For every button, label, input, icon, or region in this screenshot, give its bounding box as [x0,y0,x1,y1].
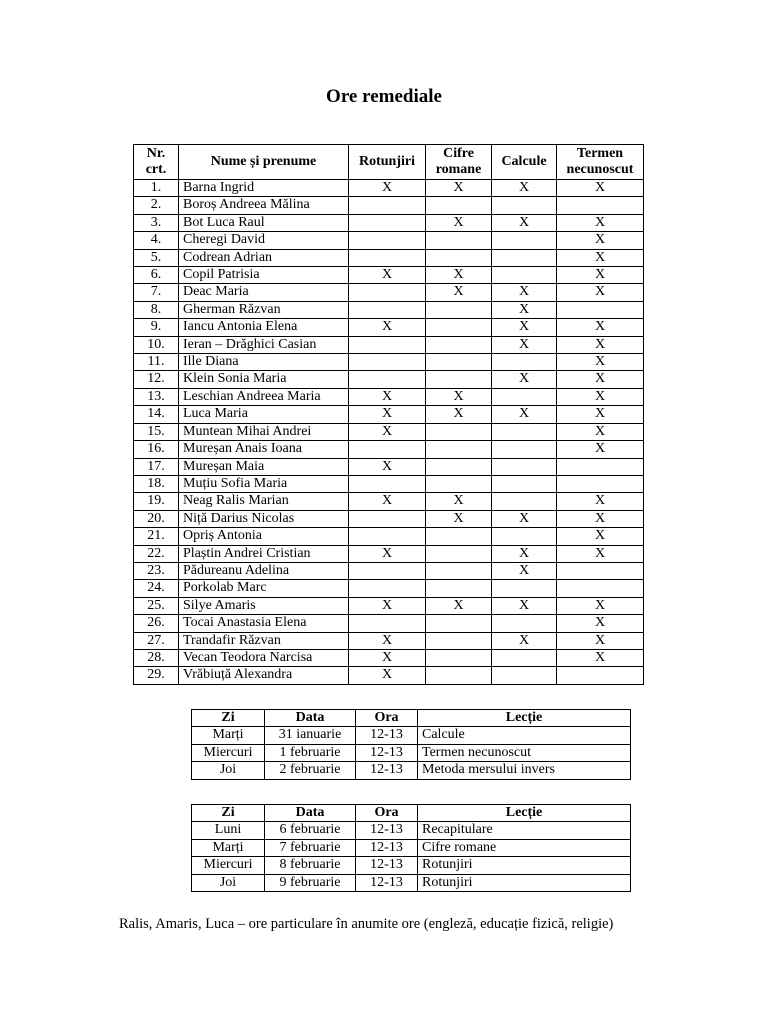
mark-cifre-romane [426,580,492,597]
lesson: Metoda mersului invers [418,762,631,779]
mark-termen-necunoscut: X [557,354,644,371]
student-name: Muntean Mihai Andrei [179,423,349,440]
mark-cifre-romane: X [426,180,492,197]
mark-rotunjiri: X [349,545,426,562]
header-ora: Ora [356,805,418,822]
mark-cifre-romane: X [426,214,492,231]
table-row [134,232,644,249]
day: Miercuri [192,744,265,761]
table-row [134,615,644,632]
student-name: Cheregi David [179,232,349,249]
mark-termen-necunoscut [557,458,644,475]
mark-cifre-romane [426,249,492,266]
mark-cifre-romane [426,528,492,545]
mark-cifre-romane [426,649,492,666]
mark-cifre-romane [426,197,492,214]
hour: 12-13 [356,874,418,891]
mark-cifre-romane [426,458,492,475]
lesson: Calcule [418,727,631,744]
student-name: Bot Luca Raul [179,214,349,231]
lesson: Recapitulare [418,822,631,839]
lesson: Rotunjiri [418,857,631,874]
table-row [134,214,644,231]
mark-termen-necunoscut: X [557,441,644,458]
mark-termen-necunoscut [557,562,644,579]
mark-rotunjiri [349,615,426,632]
row-number: 20. [134,510,179,527]
mark-termen-necunoscut: X [557,493,644,510]
footnote: Ralis, Amaris, Luca – ore particulare în anumite ore (engleză, educație fizică, religie) [119,916,614,932]
mark-calcule [492,580,557,597]
mark-cifre-romane [426,562,492,579]
mark-termen-necunoscut: X [557,214,644,231]
student-name: Barna Ingrid [179,180,349,197]
mark-cifre-romane [426,632,492,649]
mark-cifre-romane: X [426,510,492,527]
student-name: Tocai Anastasia Elena [179,615,349,632]
table-row [134,649,644,666]
mark-termen-necunoscut [557,475,644,492]
mark-rotunjiri: X [349,319,426,336]
table-row [134,388,644,405]
table-row [134,406,644,423]
student-name: Ieran – Drăghici Casian [179,336,349,353]
schedule-week1-body [192,727,631,779]
mark-calcule [492,441,557,458]
mark-calcule: X [492,545,557,562]
mark-cifre-romane: X [426,493,492,510]
table-row [134,475,644,492]
mark-cifre-romane [426,441,492,458]
students-table [133,144,644,685]
header-zi: Zi [192,710,265,727]
mark-calcule: X [492,371,557,388]
schedule-header [192,805,631,822]
mark-calcule [492,267,557,284]
student-name: Ille Diana [179,354,349,371]
hour: 12-13 [356,822,418,839]
student-name: Codrean Adrian [179,249,349,266]
mark-termen-necunoscut: X [557,649,644,666]
student-name: Niță Darius Nicolas [179,510,349,527]
student-name: Neag Ralis Marian [179,493,349,510]
table-row [134,180,644,197]
mark-rotunjiri [349,562,426,579]
table-row [134,632,644,649]
mark-calcule: X [492,180,557,197]
mark-termen-necunoscut: X [557,615,644,632]
mark-termen-necunoscut [557,580,644,597]
row-number: 12. [134,371,179,388]
mark-termen-necunoscut: X [557,545,644,562]
student-name: Mureșan Maia [179,458,349,475]
row-number: 22. [134,545,179,562]
mark-cifre-romane [426,336,492,353]
row-number: 24. [134,580,179,597]
date: 8 februarie [265,857,356,874]
table-row [134,301,644,318]
student-name: Silye Amaris [179,597,349,614]
row-number: 23. [134,562,179,579]
student-name: Vrăbiuță Alexandra [179,667,349,684]
header-nr: Nr. crt. [134,145,179,180]
mark-calcule [492,197,557,214]
header-data: Data [265,710,356,727]
mark-cifre-romane: X [426,388,492,405]
mark-cifre-romane [426,319,492,336]
header-rotunjiri: Rotunjiri [349,145,426,180]
mark-termen-necunoscut: X [557,597,644,614]
row-number: 8. [134,301,179,318]
mark-rotunjiri: X [349,597,426,614]
row-number: 15. [134,423,179,440]
lesson: Rotunjiri [418,874,631,891]
mark-termen-necunoscut: X [557,528,644,545]
schedule-row [192,822,631,839]
table-row [134,580,644,597]
mark-cifre-romane: X [426,406,492,423]
row-number: 11. [134,354,179,371]
row-number: 9. [134,319,179,336]
date: 2 februarie [265,762,356,779]
header-lectie: Lecție [418,710,631,727]
schedule-table-week1 [191,709,631,780]
day: Marți [192,839,265,856]
hour: 12-13 [356,839,418,856]
row-number: 1. [134,180,179,197]
mark-termen-necunoscut [557,197,644,214]
header-nume: Nume și prenume [179,145,349,180]
row-number: 7. [134,284,179,301]
mark-rotunjiri [349,197,426,214]
table-row [134,597,644,614]
mark-calcule: X [492,214,557,231]
mark-rotunjiri [349,214,426,231]
mark-rotunjiri [349,249,426,266]
mark-rotunjiri [349,475,426,492]
date: 9 februarie [265,874,356,891]
mark-rotunjiri [349,580,426,597]
mark-rotunjiri: X [349,267,426,284]
mark-rotunjiri [349,371,426,388]
mark-calcule [492,458,557,475]
schedule-row [192,744,631,761]
schedule-table-week2 [191,804,631,892]
student-name: Opriș Antonia [179,528,349,545]
row-number: 13. [134,388,179,405]
schedule-row [192,874,631,891]
mark-rotunjiri: X [349,493,426,510]
mark-termen-necunoscut: X [557,232,644,249]
date: 6 februarie [265,822,356,839]
mark-calcule: X [492,510,557,527]
mark-termen-necunoscut: X [557,510,644,527]
mark-calcule: X [492,284,557,301]
table-row [134,371,644,388]
date: 7 februarie [265,839,356,856]
mark-rotunjiri: X [349,406,426,423]
mark-calcule [492,667,557,684]
mark-rotunjiri [349,336,426,353]
student-name: Copil Patrisia [179,267,349,284]
mark-cifre-romane [426,354,492,371]
hour: 12-13 [356,727,418,744]
day: Joi [192,762,265,779]
mark-termen-necunoscut: X [557,336,644,353]
mark-rotunjiri [349,232,426,249]
row-number: 29. [134,667,179,684]
mark-cifre-romane [426,615,492,632]
lesson: Cifre romane [418,839,631,856]
schedule-row [192,839,631,856]
mark-rotunjiri [349,284,426,301]
mark-calcule [492,475,557,492]
student-name: Vecan Teodora Narcisa [179,649,349,666]
mark-termen-necunoscut: X [557,267,644,284]
header-cifre-romane: Cifre romane [426,145,492,180]
student-name: Mureșan Anais Ioana [179,441,349,458]
mark-termen-necunoscut [557,667,644,684]
student-name: Boroș Andreea Mălina [179,197,349,214]
document-title: Ore remediale [326,86,442,107]
mark-termen-necunoscut: X [557,632,644,649]
mark-termen-necunoscut: X [557,406,644,423]
table-row [134,545,644,562]
table-row [134,249,644,266]
table-row [134,667,644,684]
row-number: 14. [134,406,179,423]
table-row [134,510,644,527]
row-number: 18. [134,475,179,492]
mark-calcule: X [492,562,557,579]
mark-rotunjiri: X [349,180,426,197]
row-number: 16. [134,441,179,458]
mark-termen-necunoscut: X [557,388,644,405]
mark-termen-necunoscut: X [557,423,644,440]
table-row [134,284,644,301]
table-row [134,319,644,336]
header-lectie: Lecție [418,805,631,822]
row-number: 5. [134,249,179,266]
mark-rotunjiri [349,441,426,458]
table-row [134,493,644,510]
mark-cifre-romane [426,301,492,318]
student-name: Gherman Răzvan [179,301,349,318]
row-number: 21. [134,528,179,545]
mark-calcule [492,649,557,666]
table-row [134,458,644,475]
student-name: Porkolab Marc [179,580,349,597]
mark-cifre-romane [426,667,492,684]
row-number: 26. [134,615,179,632]
mark-rotunjiri [349,301,426,318]
mark-cifre-romane [426,232,492,249]
header-ora: Ora [356,710,418,727]
schedule-row [192,857,631,874]
table-row [134,197,644,214]
mark-rotunjiri: X [349,423,426,440]
row-number: 4. [134,232,179,249]
day: Luni [192,822,265,839]
mark-cifre-romane: X [426,267,492,284]
mark-calcule [492,423,557,440]
mark-calcule: X [492,319,557,336]
row-number: 2. [134,197,179,214]
row-number: 28. [134,649,179,666]
table-row [134,336,644,353]
student-name: Plaștin Andrei Cristian [179,545,349,562]
mark-calcule [492,388,557,405]
student-name: Trandafir Răzvan [179,632,349,649]
mark-cifre-romane: X [426,597,492,614]
lesson: Termen necunoscut [418,744,631,761]
mark-cifre-romane [426,423,492,440]
row-number: 3. [134,214,179,231]
student-name: Klein Sonia Maria [179,371,349,388]
row-number: 27. [134,632,179,649]
students-table-header [134,145,644,180]
mark-rotunjiri: X [349,632,426,649]
table-row [134,441,644,458]
mark-cifre-romane [426,475,492,492]
mark-termen-necunoscut: X [557,319,644,336]
hour: 12-13 [356,744,418,761]
table-row [134,528,644,545]
mark-rotunjiri: X [349,649,426,666]
mark-termen-necunoscut: X [557,180,644,197]
date: 31 ianuarie [265,727,356,744]
mark-rotunjiri [349,528,426,545]
day: Joi [192,874,265,891]
mark-calcule: X [492,406,557,423]
row-number: 6. [134,267,179,284]
table-row [134,267,644,284]
student-name: Iancu Antonia Elena [179,319,349,336]
hour: 12-13 [356,762,418,779]
mark-termen-necunoscut [557,301,644,318]
mark-calcule [492,249,557,266]
table-row [134,562,644,579]
header-data: Data [265,805,356,822]
mark-calcule [492,354,557,371]
mark-rotunjiri [349,510,426,527]
student-name: Luca Maria [179,406,349,423]
mark-calcule [492,615,557,632]
row-number: 10. [134,336,179,353]
schedule-header [192,710,631,727]
mark-calcule: X [492,597,557,614]
mark-calcule: X [492,301,557,318]
table-row [134,354,644,371]
schedule-week2-body [192,822,631,892]
date: 1 februarie [265,744,356,761]
student-name: Deac Maria [179,284,349,301]
day: Marți [192,727,265,744]
mark-calcule [492,493,557,510]
mark-rotunjiri: X [349,388,426,405]
schedule-row [192,762,631,779]
day: Miercuri [192,857,265,874]
mark-rotunjiri [349,354,426,371]
row-number: 25. [134,597,179,614]
mark-rotunjiri: X [349,458,426,475]
mark-calcule [492,528,557,545]
student-name: Pădureanu Adelina [179,562,349,579]
mark-calcule [492,232,557,249]
header-zi: Zi [192,805,265,822]
table-row [134,423,644,440]
mark-calcule: X [492,632,557,649]
mark-cifre-romane [426,545,492,562]
mark-rotunjiri: X [349,667,426,684]
hour: 12-13 [356,857,418,874]
mark-termen-necunoscut: X [557,249,644,266]
mark-cifre-romane: X [426,284,492,301]
header-calcule: Calcule [492,145,557,180]
mark-termen-necunoscut: X [557,284,644,301]
student-name: Leschian Andreea Maria [179,388,349,405]
mark-termen-necunoscut: X [557,371,644,388]
row-number: 19. [134,493,179,510]
student-name: Muțiu Sofia Maria [179,475,349,492]
row-number: 17. [134,458,179,475]
header-termen-necunoscut: Termen necunoscut [557,145,644,180]
students-table-body [134,180,644,685]
schedule-row [192,727,631,744]
mark-cifre-romane [426,371,492,388]
mark-calcule: X [492,336,557,353]
